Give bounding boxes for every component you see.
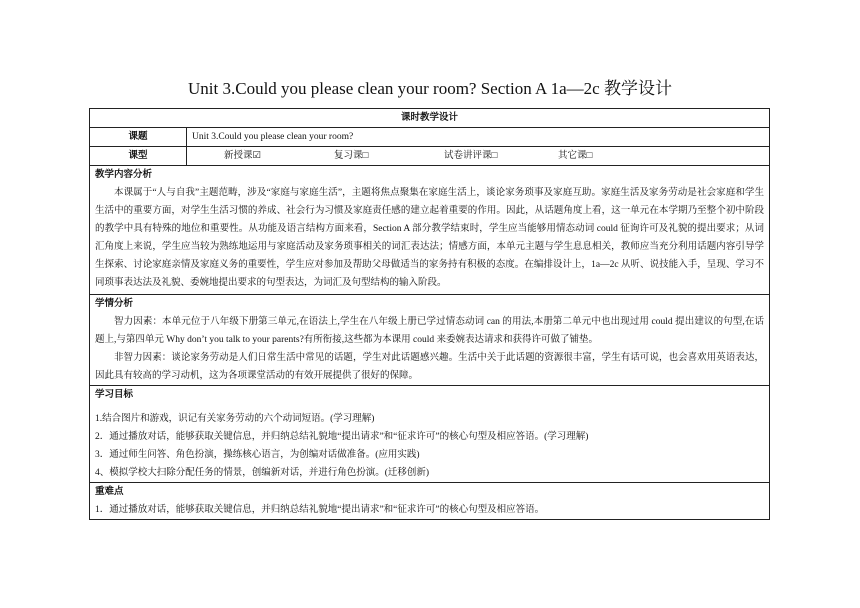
content-analysis-heading: 教学内容分析 [95,170,153,180]
learner-analysis-nonintellectual: 非智力因素：谈论家务劳动是人们日常生活中常见的话题，学生对此话题感兴趣。生活中关于此话题的资源很丰富，学生有话可说，也会喜欢用英语表达，因此具有较高的学习动机，这为各项课堂活动的有效开展提供了很好的保障。 [95,353,765,381]
type-new-lesson: 新授课☑ [224,151,262,161]
lesson-design-table [89,108,770,520]
objectives-heading: 学习目标 [95,390,134,400]
type-review-lesson: 复习课□ [334,151,369,161]
learner-analysis-row [90,295,770,386]
objectives-cell [90,386,770,483]
content-analysis-cell [90,166,770,295]
type-options [187,147,770,166]
learner-analysis-cell [90,295,770,386]
type-label: 课型 [90,147,187,166]
type-test-review-lesson: 试卷讲评课□ [444,151,498,161]
content-analysis-row [90,166,770,295]
learner-analysis-intellectual: 智力因素：本单元位于八年级下册第三单元,在语法上,学生在八年级上册已学过情态动词 can 的用法,本册第二单元中也出现过用 could 提出建议的句型,在话题上,与第四单元 Why don’t you talk to your parents?有所衔接,这些都为本课用 could 来委婉表达请求和获得许可做了铺垫。 [95,317,765,345]
learner-analysis-heading: 学情分析 [95,299,134,309]
objective-item: 2．通过播放对话，能够获取关键信息，并归纳总结礼貌地“提出请求”和“征求许可”的核心句型及相应答语。(学习理解) [95,432,589,442]
keypoints-heading: 重难点 [95,487,124,497]
topic-value: Unit 3.Could you please clean your room? [187,128,770,147]
objective-item: 4、模拟学校大扫除分配任务的情景，创编新对话，并进行角色扮演。(迁移创新) [95,468,430,478]
keypoint-item: 1．通过播放对话，能够获取关键信息，并归纳总结礼貌地“提出请求”和“征求许可”的核心句型及相应答语。 [95,505,545,515]
topic-row [90,128,770,147]
objective-item: 3．通过师生问答、角色扮演，操练核心语言，为创编对话做准备。(应用实践) [95,450,420,460]
objectives-row [90,386,770,483]
header-row [90,109,770,128]
document-title: Unit 3.Could you please clean your room? Section A 1a—2c 教学设计 [188,79,672,98]
topic-label: 课题 [90,128,187,147]
content-analysis-text: 本课属于“人与自我”主题范畴，涉及“家庭与家庭生活”，主题将焦点聚集在家庭生活上，谈论家务琐事及家庭互助。家庭生活及家务劳动是社会家庭和学生生活中的重要方面，对学生生活习惯的养成、社会行为习惯及家庭责任感的建立起着重要的作用。因此，从话题角度上看，这一单元在本学期乃至整个初中阶段的教学中具有特殊的地位和重要性。从功能及语言结构方面来看，Section A 部分教学结束时，学生应当能够用情态动词 could 征询许可及礼貌的提出要求；从词汇角度上来说，学生应当较为熟练地运用与家庭活动及家务琐事相关的词汇表达法；情感方面，本单元主题与学生息息相关，教师应当充分利用话题内容引导学生探索、讨论家庭亲情及家庭义务的重要性，学生应对参加及帮助父母做适当的家务持有积极的态度。在编排设计上，1a—2c 从听、说技能入手，呈现、学习不同琐事表达法及礼貌、委婉地提出要求的句型表达，为词汇及句型结构的输入阶段。 [95,188,765,288]
type-row [90,147,770,166]
keypoints-row [90,483,770,520]
type-other-lesson: 其它课□ [558,151,593,161]
objective-item: 1.结合图片和游戏，识记有关家务劳动的六个动词短语。(学习理解) [95,414,375,424]
table-header: 课时教学设计 [90,109,770,128]
keypoints-cell [90,483,770,520]
